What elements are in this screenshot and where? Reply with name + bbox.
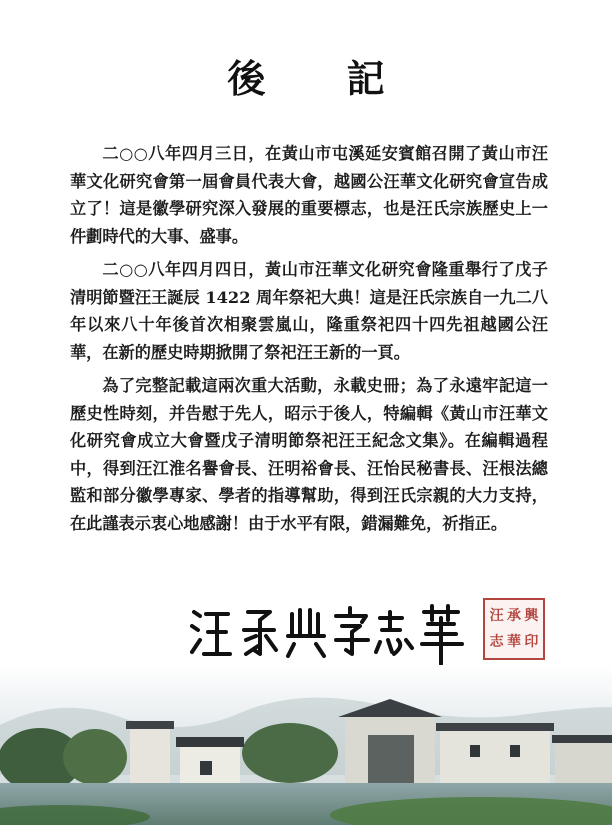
seal-character: 承 (506, 608, 521, 624)
village-landscape-image (0, 665, 612, 825)
seal-character: 印 (524, 634, 539, 650)
seal-character: 華 (506, 634, 521, 650)
seal-character: 志 (489, 634, 504, 650)
page-title: 後 記 (227, 56, 419, 101)
seal-stamp (483, 598, 545, 660)
handwritten-signature (186, 600, 476, 670)
paragraph: 為了完整記載這兩次重大活動，永載史冊；為了永遠牢記這一歷史性時刻，并告慰于先人，昭示于後人，特編輯《黃山市汪華文化研究會成立大會暨戊子清明節祭祀汪王紀念文集》。在編輯過程中，得到汪江淮名譽會長、汪明裕會長、汪怡民秘書長、汪根法總監和部分徽學專家、學者的指導幫助，得到汪氏宗親的大力支持，在此謹表示衷心地感謝！由于水平有限，錯漏難免，祈指正。 (70, 376, 548, 533)
paragraph: 二○○八年四月三日，在黃山市屯溪延安賓館召開了黃山市汪華文化研究會第一屆會員代表大會，越國公汪華文化研究會宣告成立了！這是徽學研究深入發展的重要標志，也是汪氏宗族歷史上一件劃時代的大事、盛事。 (70, 144, 548, 246)
paragraph: 二○○八年四月四日，黃山市汪華文化研究會隆重舉行了戊子清明節暨汪王誕辰 1422 周年祭祀大典！這是汪氏宗族自一九二八年以來八十年後首次相聚雲嵐山，隆重祭祀四十四先祖越國公汪華，在新的歷史時期掀開了祭祀汪王新的一頁。 (70, 260, 548, 362)
seal-character: 興 (524, 608, 539, 624)
seal-character: 汪 (489, 608, 504, 624)
body-text (70, 140, 548, 543)
